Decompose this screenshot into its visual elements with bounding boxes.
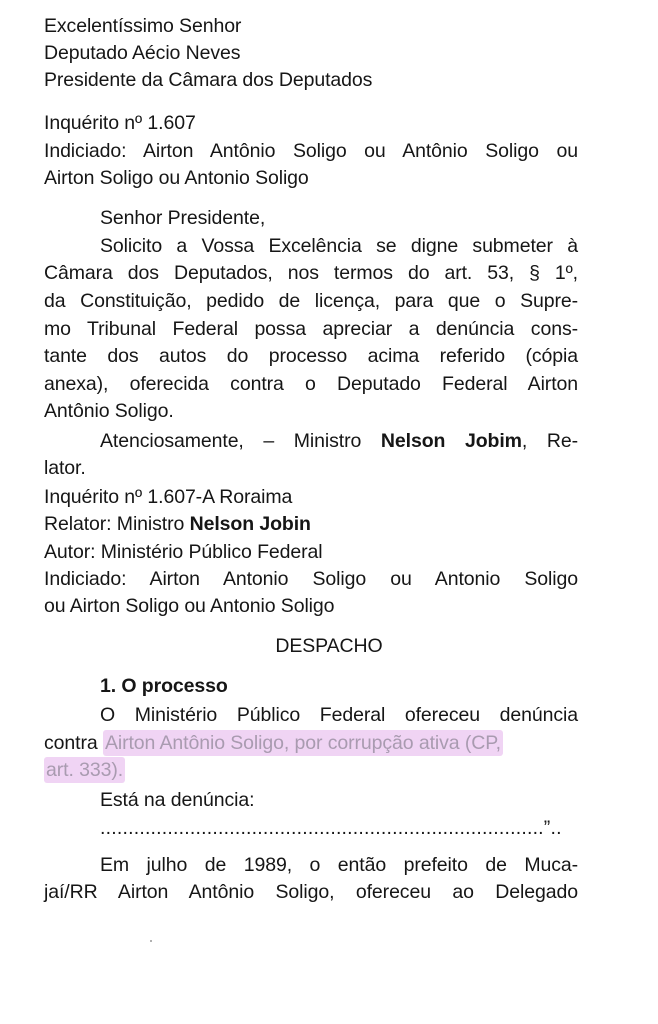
dotted-line: ...............................................................................”..: [100, 817, 562, 839]
section-heading-text: 1. O processo: [100, 675, 228, 697]
letter-body-line: mo Tribunal Federal possa apreciar a denúncia cons-: [44, 318, 578, 340]
rapporteur-name: Nelson Jobin: [189, 513, 311, 535]
letter-salutation: Senhor Presidente,: [100, 207, 266, 229]
inquiry-2-indicted-line-2: ou Airton Soligo ou Antonio Soligo: [44, 595, 335, 617]
letter-body-line: tante dos autos do processo acima referido (cópia: [44, 345, 578, 367]
dispatch-para-2-line-1: Em julho de 1989, o então prefeito de Muca-: [100, 854, 578, 876]
section-heading: [100, 673, 228, 699]
letter-body-line: Antônio Soligo.: [44, 400, 174, 422]
inquiry-2-author: Autor: Ministério Público Federal: [44, 541, 323, 563]
highlighted-text: art. 333).: [46, 759, 124, 781]
header-line-position: Presidente da Câmara dos Deputados: [44, 69, 373, 91]
inquiry-2-number: Inquérito nº 1.607-A Roraima: [44, 486, 293, 508]
inquiry-number: Inquérito nº 1.607: [44, 112, 196, 134]
inquiry-indicted-line-2: Airton Soligo ou Antonio Soligo: [44, 167, 309, 189]
letter-body-line: anexa), oferecida contra o Deputado Federal Airton: [44, 373, 578, 395]
dispatch-para-1-line-1: O Ministério Público Federal ofereceu denúncia: [100, 704, 578, 726]
dispatch-title: DESPACHO: [275, 635, 383, 657]
dispatch-para-2-line-2: jaí/RR Airton Antônio Soligo, ofereceu ao Delegado: [44, 881, 578, 903]
dispatch-para-1-line-3: [44, 757, 125, 783]
letter-body-line: Câmara dos Deputados, nos termos do art. 53, § 1º,: [44, 262, 578, 284]
closing-signatory-name: Nelson Jobim: [380, 430, 522, 452]
inquiry-2-indicted-line-1: Indiciado: Airton Antonio Soligo ou Antonio Soligo: [44, 568, 578, 590]
letter-closing: [100, 428, 578, 454]
letter-body-line: Solicito a Vossa Excelência se digne submeter à: [100, 235, 578, 257]
header-line-salutation: Excelentíssimo Senhor: [44, 15, 242, 37]
para-1-prefix: contra: [44, 732, 98, 754]
quote-intro: Está na denúncia:: [100, 789, 255, 811]
closing-suffix: , Re-: [521, 430, 579, 452]
inquiry-indicted-line-1: Indiciado: Airton Antônio Soligo ou Antônio Soligo ou: [44, 140, 578, 162]
letter-closing-line-2: lator.: [44, 457, 86, 479]
closing-prefix: Atenciosamente, – Ministro: [100, 430, 362, 452]
dispatch-para-1-line-2: [44, 730, 503, 756]
letter-body-line: da Constituição, pedido de licença, para que o Supre-: [44, 290, 578, 312]
scan-speck: [150, 940, 152, 942]
highlighted-text: Airton Antônio Soligo, por corrupção ativa (CP,: [104, 732, 501, 754]
rapporteur-prefix: Relator: Ministro: [44, 513, 185, 535]
header-line-recipient: Deputado Aécio Neves: [44, 42, 241, 64]
inquiry-2-rapporteur: [44, 511, 311, 537]
